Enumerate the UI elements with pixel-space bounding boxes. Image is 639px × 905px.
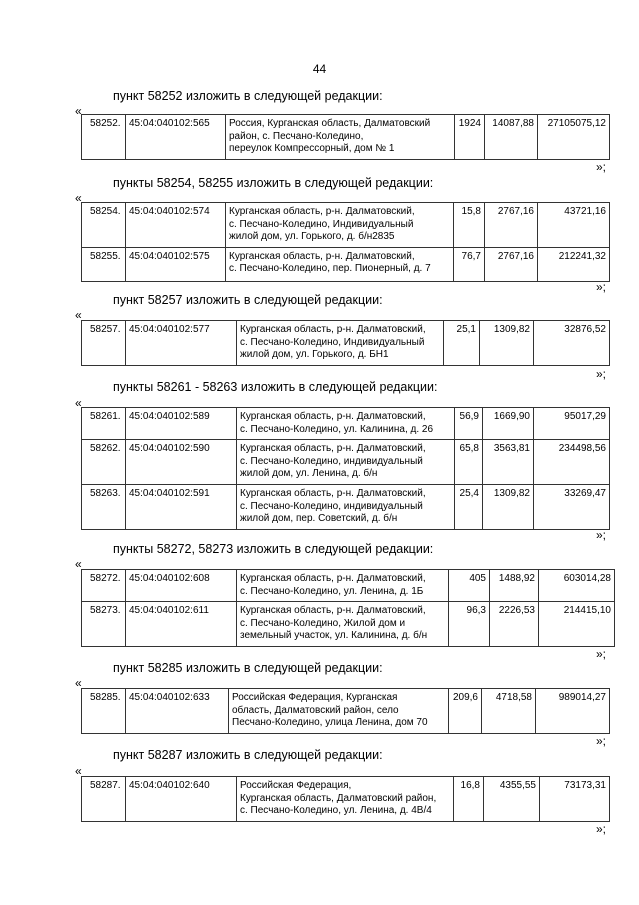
cadastral-value-cell: 73173,31	[540, 777, 610, 822]
row-number-cell: 58272.	[82, 570, 126, 602]
cadastral-number-cell: 45:04:040102:608	[126, 570, 237, 602]
cadastral-number-cell: 45:04:040102:565	[126, 115, 226, 160]
area-cell: 65,8	[455, 440, 483, 485]
table-row	[82, 203, 610, 248]
cadastral-value-cell: 212241,32	[538, 247, 610, 281]
registry-table	[81, 569, 615, 647]
table-row	[82, 689, 610, 734]
address-line: Курганская область, р-н. Далматовский,	[240, 573, 426, 584]
unit-value-cell: 1488,92	[490, 570, 539, 602]
address-line: Курганская область, р-н. Далматовский,	[240, 411, 426, 422]
address-line: с. Песчано-Коледино, ул. Ленина, д. 1Б	[240, 585, 424, 597]
cadastral-number-cell: 45:04:040102:575	[126, 247, 226, 281]
area-cell: 25,1	[444, 321, 480, 366]
address-line: Курганская область, Далматовский район,	[240, 792, 437, 804]
registry-table	[81, 776, 610, 822]
section-heading: пункт 58257 изложить в следующей редакции:	[113, 293, 383, 307]
cadastral-number-cell: 45:04:040102:640	[126, 777, 237, 822]
table-row	[82, 484, 610, 529]
address-line: район, с. Песчано-Коледино,	[229, 130, 364, 142]
row-number-cell: 58273.	[82, 602, 126, 647]
cadastral-number-cell: 45:04:040102:589	[126, 408, 237, 440]
address-cell	[237, 777, 454, 822]
cadastral-value-cell: 32876,52	[534, 321, 610, 366]
registry-table	[81, 407, 610, 530]
row-number-cell: 58287.	[82, 777, 126, 822]
address-cell	[237, 602, 449, 647]
opening-quote: «	[75, 191, 82, 205]
area-cell: 16,8	[454, 777, 484, 822]
address-cell	[237, 570, 449, 602]
address-line: Российская Федерация, Курганская	[232, 692, 398, 703]
cadastral-number-cell: 45:04:040102:591	[126, 484, 237, 529]
closing-quote: »;	[596, 734, 607, 748]
address-line: с. Песчано-Коледино, индивидуальный	[240, 500, 423, 512]
area-cell: 96,3	[449, 602, 490, 647]
closing-quote: »;	[596, 528, 607, 542]
unit-value-cell: 2767,16	[485, 203, 538, 248]
unit-value-cell: 1309,82	[483, 484, 534, 529]
page-number: 44	[312, 62, 327, 76]
address-line: Песчано-Коледино, улица Ленина, дом 70	[232, 717, 428, 729]
cadastral-value-cell: 214415,10	[539, 602, 615, 647]
address-line: жилой дом, ул. Горького, д. БН1	[240, 349, 389, 361]
opening-quote: «	[75, 764, 82, 778]
area-cell: 1924	[455, 115, 485, 160]
opening-quote: «	[75, 104, 82, 118]
address-line: область, Далматовский район, село	[232, 704, 399, 716]
registry-table	[81, 688, 610, 734]
unit-value-cell: 2226,53	[490, 602, 539, 647]
area-cell: 25,4	[455, 484, 483, 529]
address-cell	[226, 247, 454, 281]
address-line: жилой дом, ул. Ленина, д. б/н	[240, 468, 378, 480]
row-number-cell: 58262.	[82, 440, 126, 485]
address-line: земельный участок, ул. Калинина, д. б/н	[240, 630, 428, 642]
row-number-cell: 58261.	[82, 408, 126, 440]
address-line: жилой дом, ул. Горького, д. б/н2835	[229, 231, 395, 243]
unit-value-cell: 1669,90	[483, 408, 534, 440]
cadastral-value-cell: 603014,28	[539, 570, 615, 602]
closing-quote: »;	[596, 367, 607, 381]
row-number-cell: 58263.	[82, 484, 126, 529]
closing-quote: »;	[596, 280, 607, 294]
address-line: Курганская область, р-н. Далматовский,	[240, 443, 426, 455]
table-row	[82, 408, 610, 440]
address-cell	[237, 408, 455, 440]
row-number-cell: 58257.	[82, 321, 126, 366]
row-number-cell: 58252.	[82, 115, 126, 160]
table-row	[82, 777, 610, 822]
address-cell	[237, 321, 444, 366]
address-line: с. Песчано-Коледино, Жилой дом и	[240, 617, 406, 629]
address-cell	[226, 203, 454, 248]
cadastral-value-cell: 234498,56	[534, 440, 610, 485]
address-line: Курганская область, р-н. Далматовский,	[229, 250, 415, 262]
opening-quote: «	[75, 557, 82, 571]
unit-value-cell: 4718,58	[482, 689, 536, 734]
closing-quote: »;	[596, 647, 607, 661]
cadastral-number-cell: 45:04:040102:577	[126, 321, 237, 366]
registry-table	[81, 202, 610, 282]
address-line: Курганская область, р-н. Далматовский,	[240, 487, 426, 499]
address-cell	[237, 484, 455, 529]
section-heading: пункты 58272, 58273 изложить в следующей редакции:	[113, 542, 434, 556]
address-line: с. Песчано-Коледино, ул. Калинина, д. 26	[240, 423, 434, 435]
address-line: переулок Компрессорный, дом № 1	[229, 143, 395, 155]
table-row	[82, 247, 610, 281]
unit-value-cell: 1309,82	[480, 321, 534, 366]
cadastral-value-cell: 27105075,12	[538, 115, 610, 160]
address-line: Российская Федерация,	[240, 780, 352, 791]
area-cell: 405	[449, 570, 490, 602]
cadastral-number-cell: 45:04:040102:633	[126, 689, 229, 734]
section-heading: пункт 58287 изложить в следующей редакции:	[113, 748, 383, 762]
unit-value-cell: 14087,88	[485, 115, 538, 160]
address-line: с. Песчано-Коледино, ул. Ленина, д. 4В/4	[240, 805, 432, 817]
address-cell	[229, 689, 449, 734]
table-row	[82, 602, 615, 647]
section-heading: пункты 58261 - 58263 изложить в следующей редакции:	[113, 380, 438, 394]
address-line: Курганская область, р-н. Далматовский,	[240, 324, 426, 335]
cadastral-number-cell: 45:04:040102:574	[126, 203, 226, 248]
address-cell	[237, 440, 455, 485]
row-number-cell: 58255.	[82, 247, 126, 281]
registry-table	[81, 114, 610, 160]
table-row	[82, 321, 610, 366]
address-line: Курганская область, р-н. Далматовский,	[240, 605, 426, 617]
address-line: с. Песчано-Коледино, Индивидуальный	[240, 336, 425, 348]
cadastral-value-cell: 43721,16	[538, 203, 610, 248]
area-cell: 15,8	[454, 203, 485, 248]
section-heading: пункт 58252 изложить в следующей редакции:	[113, 89, 383, 103]
address-cell	[226, 115, 455, 160]
table-row	[82, 440, 610, 485]
closing-quote: »;	[596, 160, 607, 174]
section-heading: пункты 58254, 58255 изложить в следующей редакции:	[113, 176, 434, 190]
closing-quote: »;	[596, 822, 607, 836]
cadastral-value-cell: 33269,47	[534, 484, 610, 529]
cadastral-value-cell: 989014,27	[536, 689, 610, 734]
area-cell: 76,7	[454, 247, 485, 281]
area-cell: 209,6	[449, 689, 482, 734]
row-number-cell: 58254.	[82, 203, 126, 248]
unit-value-cell: 2767,16	[485, 247, 538, 281]
unit-value-cell: 3563,81	[483, 440, 534, 485]
section-heading: пункт 58285 изложить в следующей редакции:	[113, 661, 383, 675]
address-line: Курганская область, р-н. Далматовский,	[229, 206, 415, 217]
address-line: с. Песчано-Коледино, индивидуальный	[240, 455, 423, 467]
address-line: жилой дом, пер. Советский, д. б/н	[240, 513, 398, 525]
cadastral-number-cell: 45:04:040102:590	[126, 440, 237, 485]
opening-quote: «	[75, 396, 82, 410]
opening-quote: «	[75, 676, 82, 690]
cadastral-value-cell: 95017,29	[534, 408, 610, 440]
table-row	[82, 115, 610, 160]
unit-value-cell: 4355,55	[484, 777, 540, 822]
address-line: с. Песчано-Коледино, пер. Пионерный, д. 7	[229, 263, 431, 275]
address-line: с. Песчано-Коледино, Индивидуальный	[229, 218, 414, 230]
table-row	[82, 570, 615, 602]
area-cell: 56,9	[455, 408, 483, 440]
registry-table	[81, 320, 610, 366]
opening-quote: «	[75, 308, 82, 322]
cadastral-number-cell: 45:04:040102:611	[126, 602, 237, 647]
address-line: Россия, Курганская область, Далматовский	[229, 118, 431, 129]
row-number-cell: 58285.	[82, 689, 126, 734]
